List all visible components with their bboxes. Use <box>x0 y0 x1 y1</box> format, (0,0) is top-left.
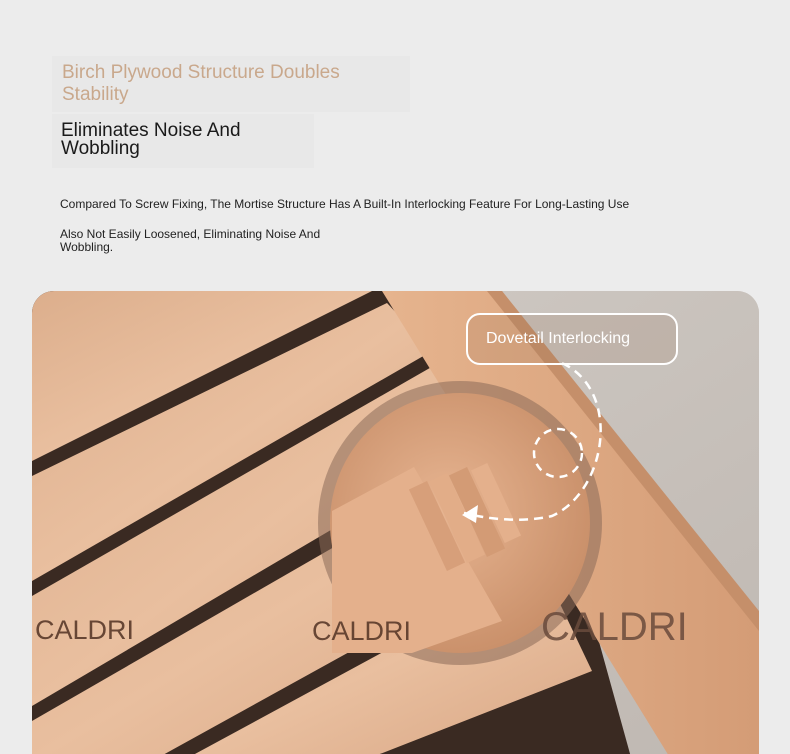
brand-watermark: CALDRI <box>35 615 135 645</box>
subtitle: Birch Plywood Structure Doubles Stability <box>62 62 340 105</box>
description-line-1: Compared To Screw Fixing, The Mortise Structure Has A Built-In Interlocking Feature For Long-Lasting Use <box>60 197 630 211</box>
callout-text: Dovetail Interlocking <box>486 330 631 347</box>
page-title: Eliminates Noise And Wobbling <box>61 120 241 159</box>
description-line-2: Also Not Easily Loosened, Eliminating Noise And Wobbling. <box>60 227 321 254</box>
brand-watermark: CALDRI <box>541 605 688 649</box>
brand-watermark: CALDRI <box>312 616 412 646</box>
callout-label <box>466 313 678 365</box>
